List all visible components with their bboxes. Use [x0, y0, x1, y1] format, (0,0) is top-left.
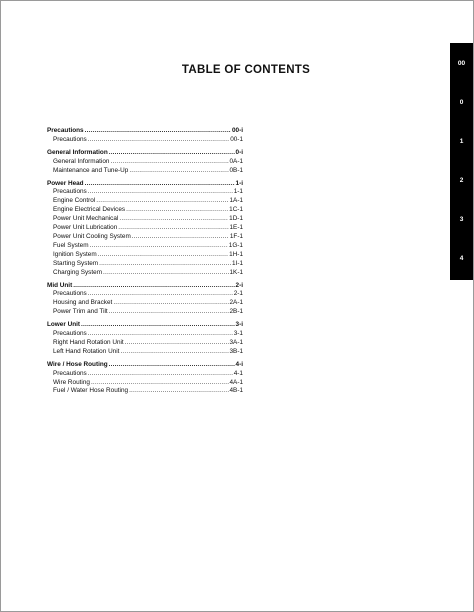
toc-entry-page: 1I-1 [231, 259, 243, 267]
toc-leader-dots [88, 188, 233, 197]
toc-leader-dots [85, 180, 235, 189]
section-tab[interactable]: 00 [457, 60, 466, 67]
page-title: TABLE OF CONTENTS [181, 64, 311, 76]
section-tab[interactable]: 1 [459, 138, 464, 145]
toc-entry-page: 1K-1 [229, 268, 243, 276]
toc-entry-page: 4B-1 [229, 387, 243, 395]
toc-entry-page: 1G-1 [228, 241, 243, 249]
toc-section-heading[interactable] [47, 321, 243, 330]
toc-section-title: Wire / Hose Routing [47, 360, 108, 368]
toc-entry-page: 00-1 [230, 135, 243, 143]
toc-entry-page: 4-1 [233, 369, 243, 377]
toc-section-page: 1-i [235, 179, 243, 187]
toc-entry-label: Right Hand Rotation Unit [53, 338, 124, 346]
toc-leader-dots [98, 251, 228, 260]
toc-entry-label: Power Trim and Tilt [53, 308, 108, 316]
toc-entry-page: 0A-1 [229, 157, 243, 165]
toc-leader-dots [88, 136, 229, 145]
toc-section [47, 321, 243, 357]
toc-entry-page: 0B-1 [229, 166, 243, 174]
toc-entry-label: Starting System [53, 259, 99, 267]
toc-section [47, 127, 243, 145]
toc-leader-dots [119, 215, 228, 224]
toc-entry[interactable] [47, 233, 243, 242]
toc-entry[interactable] [47, 242, 243, 251]
toc-leader-dots [129, 387, 228, 396]
toc-leader-dots [88, 370, 233, 379]
toc-entry-label: General Information [53, 157, 110, 165]
toc-section [47, 282, 243, 318]
toc-section-heading[interactable] [47, 127, 243, 136]
toc-entry-page: 4A-1 [229, 378, 243, 386]
toc-leader-dots [129, 167, 228, 176]
toc-leader-dots [125, 339, 229, 348]
toc-entry-label: Engine Control [53, 197, 96, 205]
toc-leader-dots [110, 158, 228, 167]
toc-entry-page: 2A-1 [229, 299, 243, 307]
toc-leader-dots [85, 127, 231, 136]
toc-leader-dots [88, 330, 233, 339]
toc-entry[interactable] [47, 269, 243, 278]
toc-entry[interactable] [47, 206, 243, 215]
toc-section-title: Lower Unit [47, 321, 81, 329]
toc-entry-page: 1H-1 [229, 250, 243, 258]
section-tab[interactable]: 0 [459, 99, 464, 106]
toc-entry-page: 3-1 [233, 330, 243, 338]
toc-entry[interactable] [47, 348, 243, 357]
toc-entry[interactable] [47, 251, 243, 260]
toc-section-page: 3-i [235, 321, 243, 329]
toc-entry-page: 3B-1 [229, 347, 243, 355]
toc-section-page: 00-i [231, 127, 243, 134]
toc-leader-dots [109, 361, 235, 370]
toc-entry-label: Precautions [53, 135, 87, 143]
toc-leader-dots [91, 379, 229, 388]
toc-entry-label: Power Unit Lubrication [53, 224, 118, 232]
toc-section [47, 361, 243, 397]
toc-leader-dots [132, 233, 229, 242]
toc-entry-label: Maintenance and Tune-Up [53, 166, 129, 174]
toc-entry-label: Charging System [53, 268, 103, 276]
toc-entry[interactable] [47, 330, 243, 339]
toc-section-heading[interactable] [47, 361, 243, 370]
toc-section-title: Power Head [47, 179, 84, 187]
toc-entry-label: Wire Routing [53, 378, 90, 386]
toc-entry-label: Ignition System [53, 250, 97, 258]
toc-section-title: Precautions [47, 127, 84, 134]
toc-entry-label: Housing and Bracket [53, 299, 113, 307]
toc-entry-label: Engine Electrical Devices [53, 206, 126, 214]
toc-section-page: 4-i [235, 360, 243, 368]
toc-entry[interactable] [47, 136, 243, 145]
toc-entry[interactable] [47, 387, 243, 396]
toc-leader-dots [99, 260, 231, 269]
toc-leader-dots [90, 242, 228, 251]
toc-leader-dots [109, 149, 235, 158]
toc-entry-page: 1-1 [233, 188, 243, 196]
toc-entry[interactable] [47, 158, 243, 167]
toc-entry-page: 2-1 [233, 290, 243, 298]
toc-section [47, 149, 243, 176]
toc-entry-page: 3A-1 [229, 338, 243, 346]
toc-leader-dots [81, 321, 235, 330]
toc-leader-dots [73, 282, 234, 291]
toc-section-heading[interactable] [47, 149, 243, 158]
toc-leader-dots [118, 224, 228, 233]
toc-section-title: Mid Unit [47, 281, 73, 289]
toc-entry[interactable] [47, 260, 243, 269]
toc-leader-dots [126, 206, 228, 215]
section-tab-strip [450, 43, 473, 280]
toc-entry-label: Fuel System [53, 241, 89, 249]
toc-leader-dots [103, 269, 228, 278]
toc-entry-label: Precautions [53, 330, 87, 338]
toc-section [47, 180, 243, 278]
toc-entry[interactable] [47, 188, 243, 197]
toc-section-page: 2-i [235, 281, 243, 289]
toc-entry-label: Power Unit Mechanical [53, 215, 119, 223]
toc-entry[interactable] [47, 299, 243, 308]
section-tab[interactable]: 3 [459, 216, 464, 223]
toc-entry[interactable] [47, 167, 243, 176]
toc-section-page: 0-i [235, 148, 243, 156]
toc-entry-label: Left Hand Rotation Unit [53, 347, 120, 355]
toc-entry[interactable] [47, 308, 243, 317]
toc-section-title: General Information [47, 148, 108, 156]
toc-section-heading[interactable] [47, 282, 243, 291]
toc-leader-dots [120, 348, 228, 357]
toc-entry[interactable] [47, 290, 243, 299]
section-tab[interactable]: 2 [459, 177, 464, 184]
toc-entry-page: 1F-1 [229, 232, 243, 240]
toc-leader-dots [113, 299, 228, 308]
toc-leader-dots [96, 197, 228, 206]
table-of-contents [47, 127, 243, 400]
toc-entry-label: Precautions [53, 290, 87, 298]
toc-leader-dots [109, 308, 229, 317]
toc-leader-dots [88, 290, 233, 299]
toc-entry-label: Fuel / Water Hose Routing [53, 387, 129, 395]
toc-entry-page: 1E-1 [229, 224, 243, 232]
toc-entry-page: 1A-1 [229, 197, 243, 205]
toc-entry-page: 1C-1 [229, 206, 243, 214]
toc-entry[interactable] [47, 370, 243, 379]
toc-section-heading[interactable] [47, 180, 243, 189]
section-tab[interactable]: 4 [459, 255, 464, 262]
toc-entry[interactable] [47, 215, 243, 224]
toc-entry-page: 1D-1 [229, 215, 243, 223]
toc-entry-page: 2B-1 [229, 308, 243, 316]
toc-entry[interactable] [47, 379, 243, 388]
toc-entry-label: Precautions [53, 188, 87, 196]
toc-entry[interactable] [47, 339, 243, 348]
toc-entry[interactable] [47, 224, 243, 233]
toc-entry-label: Power Unit Cooling System [53, 232, 131, 240]
toc-entry[interactable] [47, 197, 243, 206]
toc-entry-label: Precautions [53, 369, 87, 377]
